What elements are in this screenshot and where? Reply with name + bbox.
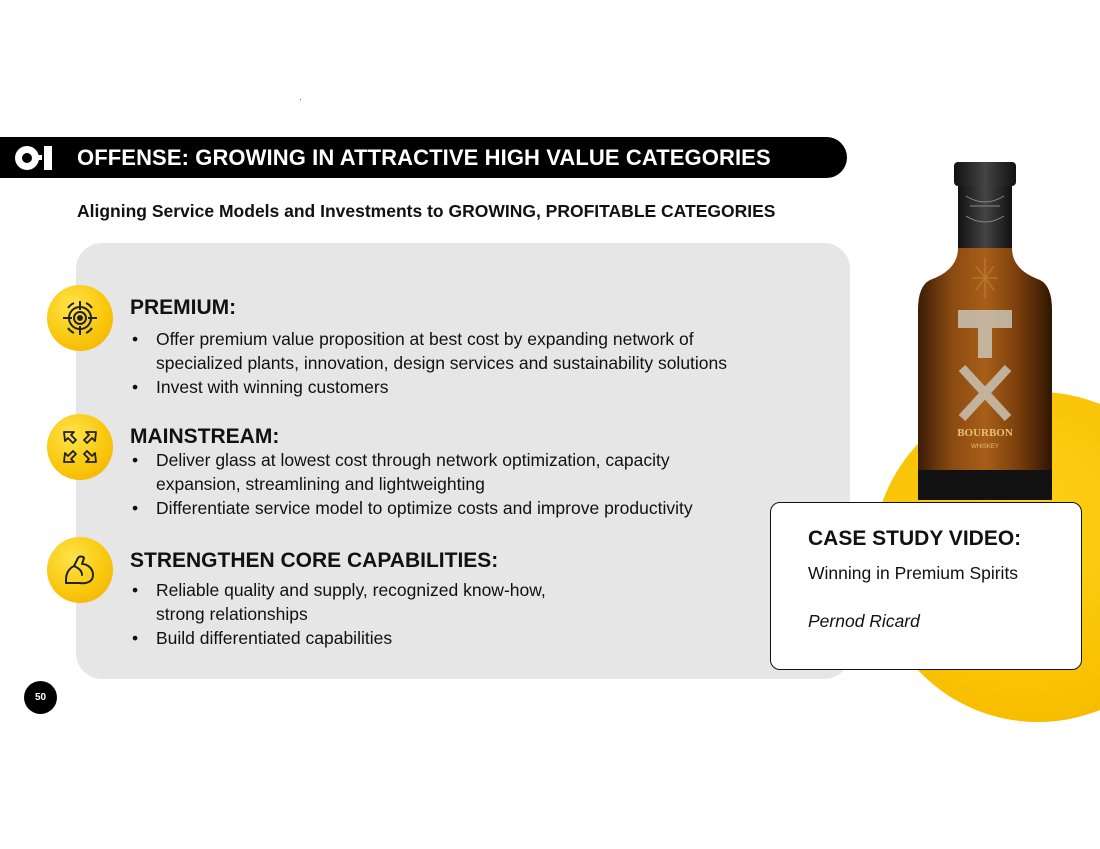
page-number: 50 [24, 681, 57, 714]
case-study-company: Pernod Ricard [808, 611, 920, 631]
case-study-card[interactable] [770, 502, 1082, 670]
list-item: • Reliable quality and supply, recognized know-how, strong relationships [130, 578, 546, 626]
bourbon-bottle-image [910, 160, 1060, 505]
list-item: • Deliver glass at lowest cost through network optimization, capacity expansion, streamlining and lightweighting [130, 448, 693, 496]
mainstream-bullet-list [130, 448, 693, 520]
section-title-core-capabilities: STRENGTHEN CORE CAPABILITIES: [130, 549, 499, 572]
core-capabilities-bullet-list [130, 578, 546, 650]
list-item: • Invest with winning customers [130, 375, 727, 399]
svg-text:WHISKEY: WHISKEY [971, 444, 999, 450]
section-title-premium: PREMIUM: [130, 296, 237, 319]
target-icon [47, 285, 113, 351]
case-study-subtitle: Winning in Premium Spirits [808, 563, 1019, 583]
section-title-mainstream: MAINSTREAM: [130, 425, 280, 448]
case-study-title: CASE STUDY VIDEO: [808, 527, 1022, 550]
oi-logo-icon [14, 144, 56, 172]
flexed-arm-icon [47, 537, 113, 603]
expand-arrows-icon [47, 414, 113, 480]
slide-title: OFFENSE: GROWING IN ATTRACTIVE HIGH VALUE CATEGORIES [77, 145, 771, 170]
header-bar [0, 137, 847, 178]
svg-text:BOURBON: BOURBON [957, 427, 1013, 439]
list-item: • Build differentiated capabilities [130, 626, 546, 650]
list-item: • Differentiate service model to optimize costs and improve productivity [130, 496, 693, 520]
stray-dot [300, 99, 301, 100]
premium-bullet-list [130, 327, 727, 399]
list-item: • Offer premium value proposition at best cost by expanding network of specialized plants, innovation, design services and sustainability solutions [130, 327, 727, 375]
slide-subtitle: Aligning Service Models and Investments to GROWING, PROFITABLE CATEGORIES [77, 201, 776, 221]
